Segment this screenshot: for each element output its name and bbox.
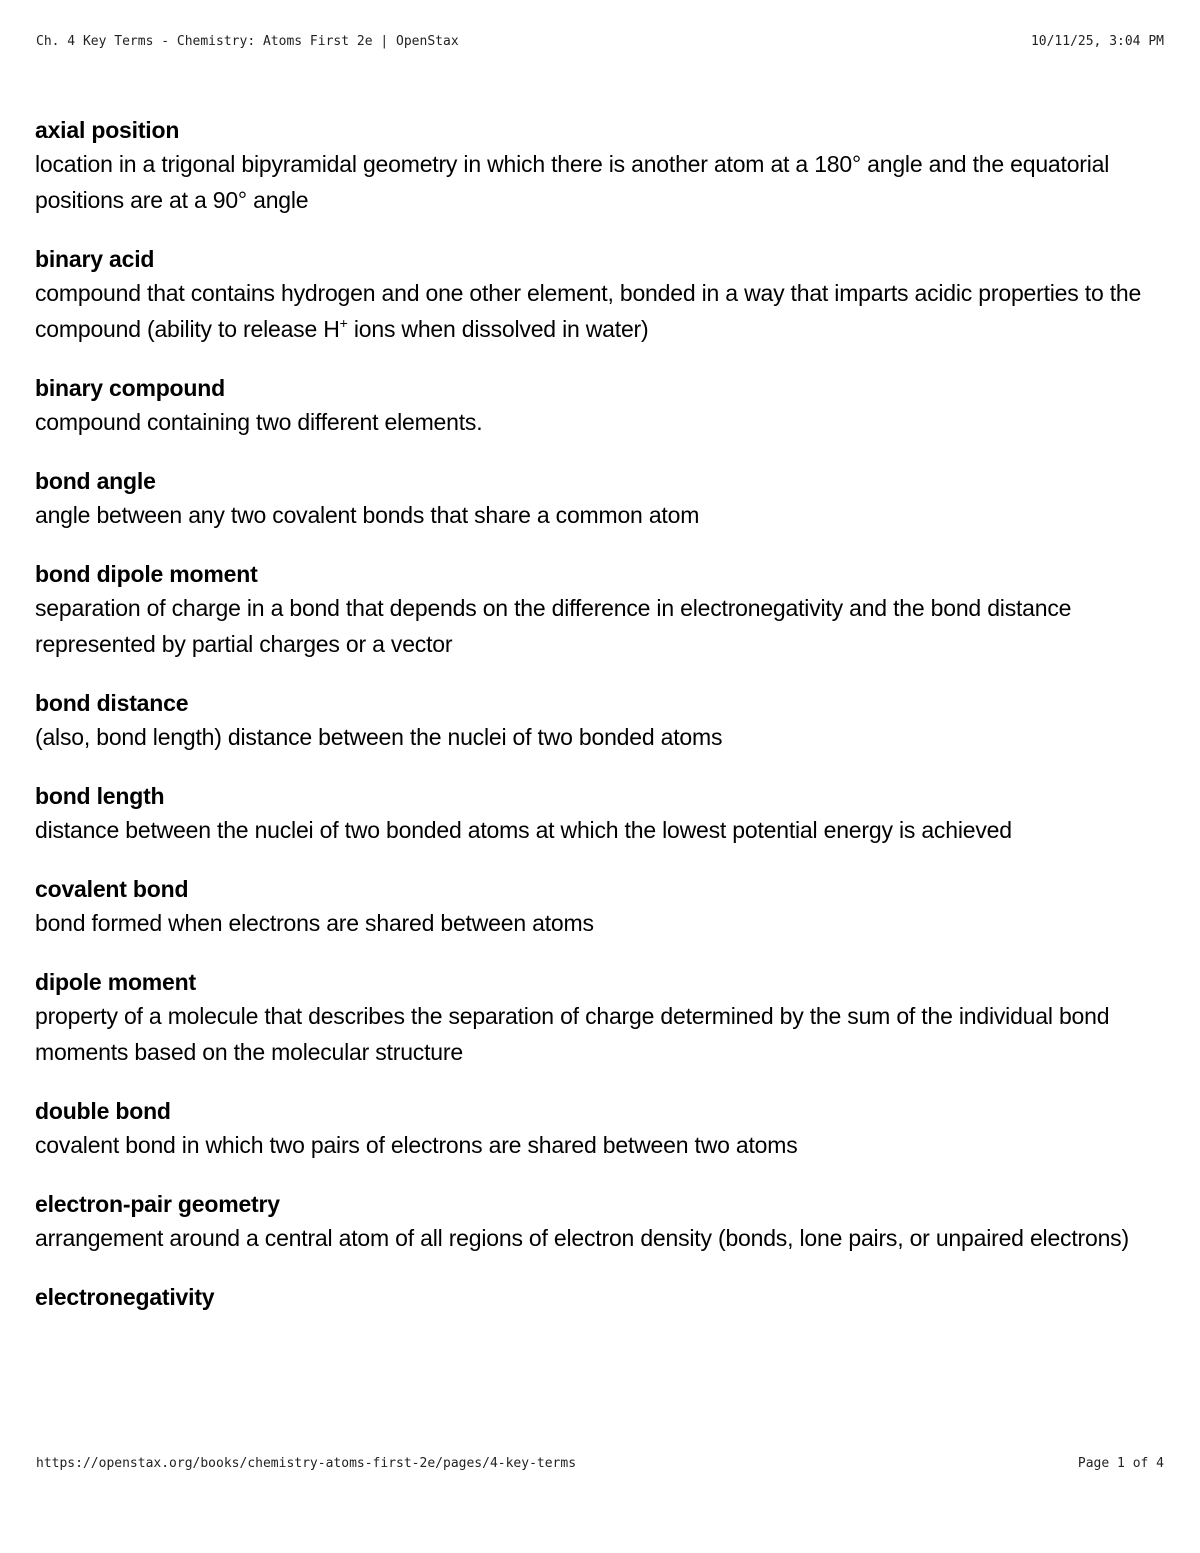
print-datetime: 10/11/25, 3:04 PM: [1030, 34, 1164, 49]
glossary-entry: [35, 1281, 1165, 1313]
glossary-definition: arrangement around a central atom of all regions of electron density (bonds, lone pairs, or unpaired electrons): [35, 1225, 1129, 1251]
glossary-entry: [35, 114, 1165, 218]
glossary-definition: bond formed when electrons are shared between atoms: [35, 910, 594, 936]
glossary-entry: [35, 1095, 1165, 1163]
glossary-term: electron-pair geometry: [35, 1191, 280, 1217]
glossary-term: bond dipole moment: [35, 561, 258, 587]
glossary-term: binary acid: [35, 246, 155, 272]
page-url-link[interactable]: https://openstax.org/books/chemistry-atoms-first-2e/pages/4-key-terms: [36, 1456, 577, 1471]
document-title: Ch. 4 Key Terms - Chemistry: Atoms First 2e | OpenStax: [36, 34, 459, 49]
glossary-entry: [35, 465, 1165, 533]
glossary-entry: [35, 558, 1165, 662]
definition-text: ions when dissolved in water): [347, 316, 649, 342]
glossary-definition: angle between any two covalent bonds that share a common atom: [35, 502, 700, 528]
page-number: Page 1 of 4: [1077, 1456, 1164, 1471]
superscript-charge: +: [339, 315, 348, 331]
glossary-definition: covalent bond in which two pairs of electrons are shared between two atoms: [35, 1132, 798, 1158]
glossary-term: bond length: [35, 783, 165, 809]
glossary-entry: [35, 966, 1165, 1070]
glossary-entry: [35, 243, 1165, 347]
glossary-definition: separation of charge in a bond that depends on the difference in electronegativity and the bond distance represented by partial charges or a vector: [35, 595, 1072, 657]
glossary-entry: [35, 780, 1165, 848]
glossary-term: covalent bond: [35, 876, 189, 902]
glossary-term: bond distance: [35, 690, 189, 716]
glossary-entry: [35, 1188, 1165, 1256]
glossary-definition: [35, 275, 1165, 347]
glossary-definition: location in a trigonal bipyramidal geometry in which there is another atom at a 180° angle and the equatorial positions are at a 90° angle: [35, 151, 1110, 213]
glossary-entry: [35, 687, 1165, 755]
glossary-term: axial position: [35, 117, 180, 143]
glossary-entry: [35, 372, 1165, 440]
glossary-term: dipole moment: [35, 969, 196, 995]
glossary-definition: distance between the nuclei of two bonded atoms at which the lowest potential energy is achieved: [35, 817, 1012, 843]
glossary-list: [35, 114, 1165, 1338]
glossary-term: binary compound: [35, 375, 225, 401]
glossary-definition: (also, bond length) distance between the nuclei of two bonded atoms: [35, 724, 723, 750]
glossary-definition: property of a molecule that describes the separation of charge determined by the sum of the individual bond moments based on the molecular structure: [35, 1003, 1110, 1065]
glossary-entry: [35, 873, 1165, 941]
glossary-definition: compound containing two different elements.: [35, 409, 483, 435]
definition-text: compound that contains hydrogen and one other element, bonded in a way that imparts acidic properties to the compound (ability to release H: [35, 280, 1142, 342]
glossary-term: bond angle: [35, 468, 156, 494]
glossary-term: electronegativity: [35, 1284, 215, 1310]
glossary-term: double bond: [35, 1098, 171, 1124]
